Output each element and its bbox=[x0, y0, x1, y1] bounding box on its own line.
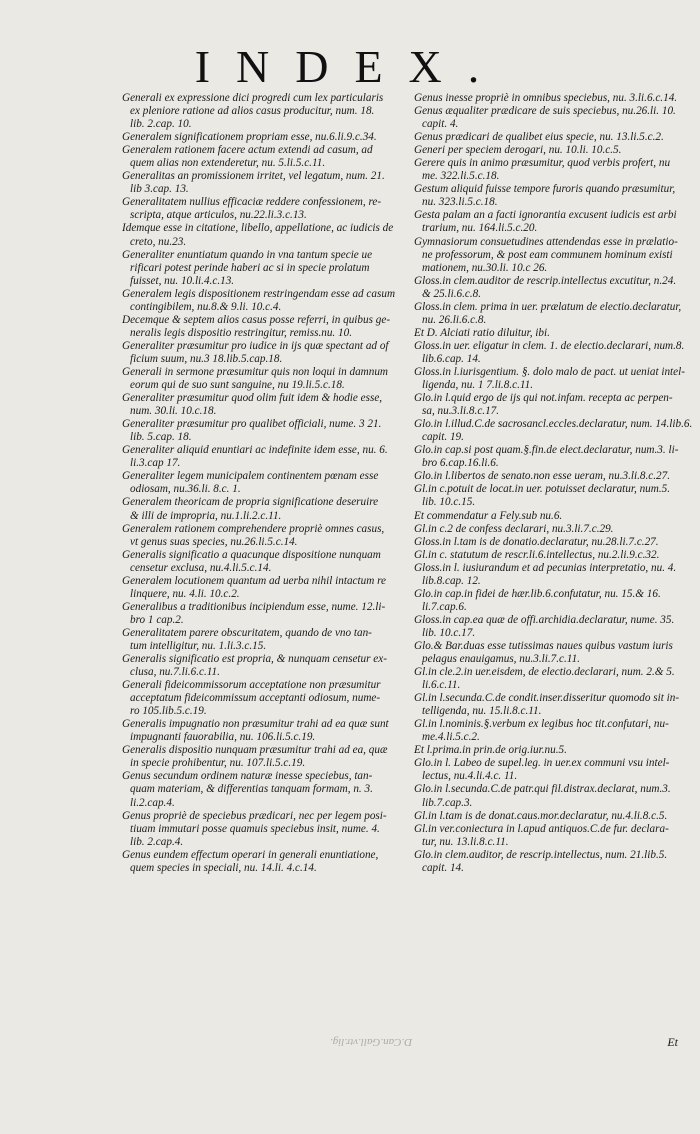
index-column-left bbox=[122, 92, 404, 875]
index-entry-line: tiuam immutari posse quamuis speciebus insit, nume. 4. bbox=[130, 822, 380, 835]
index-entry-line: Genus prædicari de qualibet eius specie, nu. 13.li.5.c.2. bbox=[414, 131, 664, 144]
index-entry-line: Glo.& Bar.duas esse tutissimas naues quibus vastum iuris bbox=[414, 639, 673, 652]
index-entry bbox=[122, 92, 404, 131]
index-entry bbox=[122, 249, 404, 288]
index-entry-line: Generaliter enuntiatum quando in vna tantum specie ue bbox=[122, 248, 373, 261]
index-entry-line: in specie prohibentur, nu. 107.li.5.c.19. bbox=[130, 757, 306, 770]
index-entry-line: trarium, nu. 164.li.5.c.20. bbox=[422, 222, 538, 235]
index-entry-line: neralis legis dispositio restringitur, remiss.nu. 10. bbox=[130, 326, 353, 339]
index-entry bbox=[414, 209, 684, 235]
index-entry-line: clusa, nu.7.li.6.c.11. bbox=[130, 666, 220, 679]
index-entry-line: Gloss.in l.iurisgentium. §. dolo malo de pact. ut ueniat intel- bbox=[414, 365, 685, 378]
index-entry-line: Generalis significatio est propria, & nunquam censetur ex- bbox=[122, 653, 387, 666]
index-entry bbox=[414, 692, 684, 718]
index-entry-line: acceptatum fideicommissum acceptanti odiosum, nume- bbox=[130, 692, 381, 705]
index-entry bbox=[414, 105, 684, 131]
index-entry-line: rificari potest perinde haberi ac si in specie prolatum bbox=[130, 261, 370, 274]
index-entry-line: Generaliter præsumitur pro iudice in ijs quæ spectant ad of bbox=[122, 339, 389, 352]
index-entry-line: creto, nu.23. bbox=[130, 235, 187, 248]
index-entry-line: Generalitas an promissionem irritet, vel legatum, num. 21. bbox=[122, 170, 385, 183]
index-entry-line: Generalitatem parere obscuritatem, quando de vno tan- bbox=[122, 626, 372, 639]
index-entry-line: lib. 2.cap. 10. bbox=[130, 118, 192, 131]
index-entry-line: bro 1 cap.2. bbox=[130, 613, 184, 626]
index-entry-line: Glo.in l.quid ergo de ijs qui not.infam. recepta ac perpen- bbox=[414, 392, 673, 405]
index-entry bbox=[414, 536, 684, 549]
index-entry bbox=[122, 523, 404, 549]
index-entry-line: scripta, atque articulos, nu.22.li.3.c.13. bbox=[130, 209, 307, 222]
index-entry bbox=[122, 196, 404, 222]
index-entry bbox=[414, 392, 684, 418]
index-entry bbox=[122, 470, 404, 496]
index-entry-line: num. 30.li. 10.c.18. bbox=[130, 405, 217, 418]
index-entry-line: lib.8.cap. 12. bbox=[422, 574, 481, 587]
index-entry-line: Gerere quis in animo præsumitur, quod verbis profert, nu bbox=[414, 157, 671, 170]
index-entry-line: Generalem significationem propriam esse, nu.6.li.9.c.34. bbox=[122, 131, 377, 144]
index-entry bbox=[122, 170, 404, 196]
index-entry-line: odiosam, nu.36.li. 8.c. 1. bbox=[130, 483, 241, 496]
index-entry bbox=[122, 718, 404, 744]
index-entry-line: Glo.in l.illud.C.de sacrosancl.eccles.declaratur, num. 14.lib.6. bbox=[414, 418, 693, 431]
index-entry-line: lib. 2.cap.4. bbox=[130, 835, 184, 848]
index-entry bbox=[414, 523, 684, 536]
index-entry bbox=[414, 614, 684, 640]
index-entry bbox=[414, 92, 684, 105]
index-entry-line: Generalem legis dispositionem restringendam esse ad casum bbox=[122, 287, 396, 300]
index-entry bbox=[414, 718, 684, 744]
index-entry-line: contingibilem, nu.8.& 9.li. 10.c.4. bbox=[130, 300, 282, 313]
catchword: Et bbox=[667, 1035, 678, 1049]
index-entry-line: capit. 19. bbox=[422, 431, 464, 444]
index-entry-line: quem species in speciali, nu. 14.li. 4.c.14. bbox=[130, 861, 317, 874]
index-entry-line: capit. 14. bbox=[422, 861, 464, 874]
index-entry bbox=[122, 549, 404, 575]
index-entry bbox=[414, 327, 684, 340]
index-entry bbox=[414, 810, 684, 823]
index-entry-line: Generi per speciem derogari, nu. 10.li. 10.c.5. bbox=[414, 144, 622, 157]
index-entry-line: Idemque esse in citatione, libello, appellatione, ac iudicis de bbox=[122, 222, 394, 235]
index-entry-line: li.3.cap 17. bbox=[130, 457, 181, 470]
index-entry bbox=[414, 340, 684, 366]
index-entry-line: telligenda, nu. 15.li.8.c.11. bbox=[422, 705, 542, 718]
index-entry-line: Generalem rationem comprehendere propriè omnes casus, bbox=[122, 522, 385, 535]
index-entry-line: Gloss.in l. iusiurandum et ad pecunias interpretatio, nu. 4. bbox=[414, 561, 677, 574]
index-entry-line: mationem, nu.30.li. 10.c 26. bbox=[422, 261, 548, 274]
index-entry bbox=[122, 627, 404, 653]
index-entry-line: Genus æqualiter prædicare de suis speciebus, nu.26.li. 10. bbox=[414, 105, 676, 118]
index-entry-line: pelagus enauigamus, nu.3.li.7.c.11. bbox=[422, 653, 580, 666]
index-entry-line: lib 3.cap. 13. bbox=[130, 183, 189, 196]
index-entry bbox=[122, 144, 404, 170]
index-entry bbox=[414, 301, 684, 327]
index-entry-line: Gl.in l.tam is de donat.caus.mor.declaratur, nu.4.li.8.c.5. bbox=[414, 809, 668, 822]
index-entry bbox=[414, 849, 684, 875]
index-entry bbox=[414, 588, 684, 614]
index-entry bbox=[122, 770, 404, 809]
index-entry-line: capit. 4. bbox=[422, 118, 459, 131]
index-entry bbox=[414, 444, 684, 470]
index-entry-line: Gl.in ver.coniectura in l.apud antiquos.C.de fur. declara- bbox=[414, 822, 669, 835]
index-entry bbox=[122, 222, 404, 248]
index-entry bbox=[122, 575, 404, 601]
index-entry-line: tum intelligitur, nu. 1.li.3.c.15. bbox=[130, 639, 267, 652]
index-entry-line: Gloss.in cap.ea quæ de offi.archidia.declaratur, nume. 35. bbox=[414, 613, 675, 626]
index-entry-line: ficium suum, nu.3 18.lib.5.cap.18. bbox=[130, 352, 283, 365]
index-entry-line: Generalibus a traditionibus incipiendum esse, nume. 12.li- bbox=[122, 600, 386, 613]
index-entry-line: ne professorum, & post eam communem hominum existi bbox=[422, 248, 673, 261]
index-entry-line: ex pleniore ratione ad alios casus producitur, num. 18. bbox=[130, 105, 375, 118]
index-entry-line: Gloss.in uer. eligatur in clem. 1. de electio.declarari, num.8. bbox=[414, 339, 685, 352]
index-entry-line: linquere, nu. 4.li. 10.c.2. bbox=[130, 587, 240, 600]
index-entry-line: Gl.in c. statutum de rescr.li.6.intellectus, nu.2.li.9.c.32. bbox=[414, 548, 660, 561]
index-entry-line: lib. 10.c.15. bbox=[422, 496, 476, 509]
index-entry-line: Gl.in c.potuit de locat.in uer. potuisset declaratur, num.5. bbox=[414, 483, 671, 496]
index-entry-line: ro 105.lib.5.c.19. bbox=[130, 705, 207, 718]
index-entry bbox=[414, 483, 684, 509]
index-entry-line: li.7.cap.6. bbox=[422, 600, 467, 613]
index-entry-line: censetur exclusa, nu.4.li.5.c.14. bbox=[130, 561, 272, 574]
index-entry-line: Gl.in l.nominis.§.verbum ex legibus hoc tit.confutari, nu- bbox=[414, 718, 669, 731]
index-entry-line: fuisset, nu. 10.li.4.c.13. bbox=[130, 274, 235, 287]
index-entry-line: lib.7.cap.3. bbox=[422, 796, 473, 809]
index-entry-line: Generali fideicommissorum acceptatione non præsumitur bbox=[122, 679, 381, 692]
index-entry-line: Et D. Alciati ratio diluitur, ibi. bbox=[414, 326, 550, 339]
page-title: INDEX. bbox=[194, 41, 506, 92]
index-column-right bbox=[414, 92, 693, 875]
index-entry bbox=[122, 496, 404, 522]
index-entry-line: Glo.in cap.si post quam.§.fin.de elect.declaratur, num.3. li- bbox=[414, 444, 679, 457]
index-entry bbox=[414, 144, 684, 157]
index-entry bbox=[414, 757, 684, 783]
index-entry-line: lectus, nu.4.li.4.c. 11. bbox=[422, 770, 518, 783]
index-entry bbox=[414, 640, 684, 666]
index-entry-line: Gl.in c.2 de confess declarari, nu.3.li.7.c.29. bbox=[414, 522, 614, 535]
index-entry-line: Generali in sermone præsumitur quis non loqui in damnum bbox=[122, 365, 389, 378]
index-entry bbox=[122, 849, 404, 875]
index-entry bbox=[414, 549, 684, 562]
index-entry bbox=[122, 366, 404, 392]
index-entry-line: lib.6.cap. 14. bbox=[422, 352, 481, 365]
index-entry-line: me. 322.li.5.c.18. bbox=[422, 170, 500, 183]
index-entry-line: Generalem theoricam de propria significatione deseruire bbox=[122, 496, 379, 509]
index-entry-line: & 25.li.6.c.8. bbox=[422, 287, 482, 300]
index-entry-line: lib. 10.c.17. bbox=[422, 626, 476, 639]
index-entry bbox=[122, 601, 404, 627]
index-entry-line: Et l.prima.in prin.de orig.iur.nu.5. bbox=[414, 744, 567, 757]
index-entry bbox=[122, 418, 404, 444]
index-entry bbox=[122, 131, 404, 144]
index-entry-line: impugnanti fauorabilia, nu. 106.li.5.c.19. bbox=[130, 731, 316, 744]
index-entry-line: Gl.in cle.2.in uer.eisdem, de electio.declarari, num. 2.& 5. bbox=[414, 666, 675, 679]
index-entry-line: Generalem locutionem quantum ad uerba nihil intactum re bbox=[122, 574, 387, 587]
index-entry-line: Genus secundum ordinem naturæ inesse speciebus, tan- bbox=[122, 770, 373, 783]
index-entry bbox=[414, 666, 684, 692]
index-entry bbox=[414, 470, 684, 483]
index-entry-line: Glo.in cap.in fidei de hær.lib.6.confutatur, nu. 15.& 16. bbox=[414, 587, 661, 600]
index-entry bbox=[122, 340, 404, 366]
index-entry-line: lib. 5.cap. 18. bbox=[130, 431, 192, 444]
index-entry-line: Et commendatur a Fely.sub nu.6. bbox=[414, 509, 563, 522]
index-entry-line: sa, nu.3.li.8.c.17. bbox=[422, 405, 500, 418]
index-entry bbox=[122, 314, 404, 340]
index-entry bbox=[122, 653, 404, 679]
index-entry-line: li.2.cap.4. bbox=[130, 796, 175, 809]
index-entry-line: quam materiam, & differentias tanquam formam, n. 3. bbox=[130, 783, 373, 796]
index-entry bbox=[414, 562, 684, 588]
index-entry bbox=[122, 288, 404, 314]
index-entry bbox=[414, 236, 684, 275]
index-entry-line: tur, nu. 13.li.8.c.11. bbox=[422, 835, 509, 848]
bleed-through-text: D.Can.Gall.vtr.lig. bbox=[330, 1036, 413, 1048]
index-entry bbox=[122, 444, 404, 470]
index-entry bbox=[414, 744, 684, 757]
index-entry-line: Generaliter præsumitur pro qualibet officiali, nume. 3 21. bbox=[122, 418, 382, 431]
index-entry bbox=[414, 783, 684, 809]
index-entry bbox=[414, 275, 684, 301]
index-entry bbox=[414, 366, 684, 392]
index-entry-line: Generalitatem nullius efficaciæ reddere confessionem, re- bbox=[122, 196, 382, 209]
index-entry-line: Gestum aliquid fuisse tempore furoris quando præsumitur, bbox=[414, 183, 676, 196]
index-entry-line: Generalem rationem facere actum extendi ad casum, ad bbox=[122, 144, 373, 157]
index-entry-line: li.6.c.11. bbox=[422, 679, 461, 692]
index-entry-line: Generaliter præsumitur quod olim fuit idem & hodie esse, bbox=[122, 392, 383, 405]
index-entry-line: eorum qui de suo sunt sanguine, nu 19.li.5.c.18. bbox=[130, 379, 345, 392]
index-entry-line: nu. 323.li.5.c.18. bbox=[422, 196, 498, 209]
index-entry-line: Glo.in l.secunda.C.de patr.qui fil.distrax.declarat, num.3. bbox=[414, 783, 671, 796]
index-entry-line: Genus inesse propriè in omnibus speciebus, nu. 3.li.6.c.14. bbox=[414, 92, 678, 104]
index-entry-line: & illi de impropria, nu.1.li.2.c.11. bbox=[130, 509, 282, 522]
index-entry-line: Glo.in l.libertos de senato.non esse ueram, nu.3.li.8.c.27. bbox=[414, 470, 671, 483]
index-entry bbox=[122, 392, 404, 418]
index-entry-line: Generalis dispositio nunquam præsumitur trahi ad ea, quæ bbox=[122, 744, 388, 757]
index-entry-line: bro 6.cap.16.li.6. bbox=[422, 457, 499, 470]
index-entry-line: Generaliter aliquid enuntiari ac indefinite idem esse, nu. 6. bbox=[122, 444, 388, 457]
index-entry-line: Gloss.in l.tam is de donatio.declaratur, nu.28.li.7.c.27. bbox=[414, 535, 659, 548]
index-entry-line: vt genus suas species, nu.26.li.5.c.14. bbox=[130, 535, 298, 548]
index-entry-line: Generaliter legem municipalem continentem pœnam esse bbox=[122, 470, 379, 483]
index-entry-line: Generalis significatio a quacunque dispositione nunquam bbox=[122, 548, 381, 561]
index-entry-line: me.4.li.5.c.2. bbox=[422, 731, 480, 744]
index-entry bbox=[414, 131, 684, 144]
index-entry bbox=[414, 510, 684, 523]
index-entry bbox=[122, 744, 404, 770]
index-entry-line: Gl.in l.secunda.C.de condit.inser.disseritur quomodo sit in- bbox=[414, 692, 680, 705]
index-entry-line: nu. 26.li.6.c.8. bbox=[422, 313, 487, 326]
index-entry-line: Glo.in l. Labeo de supel.leg. in uer.ex communi vsu intel- bbox=[414, 757, 670, 770]
index-entry-line: Genus propriè de speciebus prædicari, nec per legem posi- bbox=[122, 809, 387, 822]
index-entry-line: Genus eundem effectum operari in generali enuntiatione, bbox=[122, 848, 379, 861]
index-entry-line: Gesta palam an a facti ignorantia excusent iudicis est arbi bbox=[414, 209, 677, 222]
index-entry-line: Gloss.in clem.auditor de rescrip.intellectus excutitur, n.24. bbox=[414, 274, 677, 287]
index-entry-line: quem alias non extenderetur, nu. 5.li.5.c.11. bbox=[130, 157, 326, 170]
index-entry bbox=[414, 183, 684, 209]
index-entry-line: Generalis impugnatio non præsumitur trahi ad ea quæ sunt bbox=[122, 718, 389, 731]
index-entry-line: ligenda, nu. 1 7.li.8.c.11. bbox=[422, 379, 534, 392]
index-entry bbox=[122, 810, 404, 849]
index-entry bbox=[122, 679, 404, 718]
index-entry-line: Gymnasiorum consuetudines attendendas esse in prælatio- bbox=[414, 235, 678, 248]
index-entry bbox=[414, 418, 693, 444]
index-entry bbox=[414, 823, 684, 849]
index-entry-line: Glo.in clem.auditor, de rescrip.intellectus, num. 21.lib.5. bbox=[414, 848, 668, 861]
index-entry-line: Generali ex expressione dici progredi cum lex particularis bbox=[122, 92, 384, 104]
index-entry-line: Gloss.in clem. prima in uer. prælatum de electio.declaratur, bbox=[414, 300, 682, 313]
index-entry-line: Decemque & septem alios casus posse referri, in quibus ge- bbox=[122, 313, 391, 326]
index-entry bbox=[414, 157, 684, 183]
